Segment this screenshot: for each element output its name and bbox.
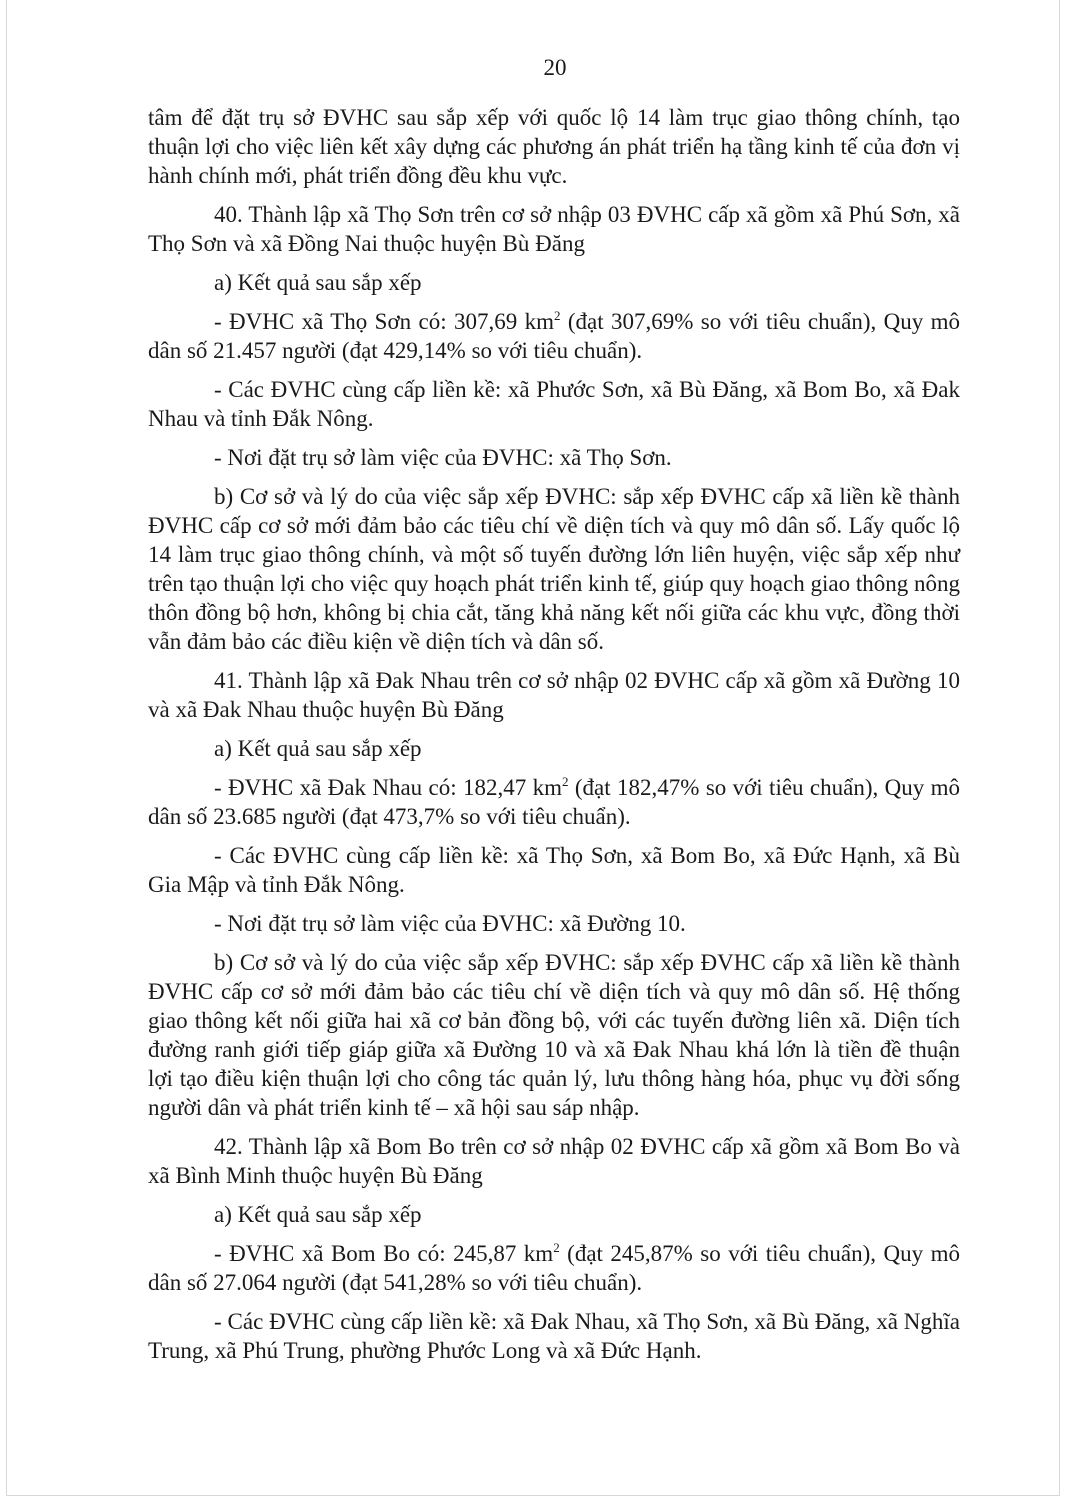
area-text-before: - ĐVHC xã Bom Bo có: 245,87 km (214, 1241, 554, 1266)
area-text-after: (đạt 307,69% so với tiêu chuẩn), Quy mô dân số 21.457 người (đạt 429,14% so với tiêu chuẩn). (148, 309, 960, 363)
office-location-40: - Nơi đặt trụ sở làm việc của ĐVHC: xã Thọ Sơn. (214, 445, 672, 470)
area-text-before: - ĐVHC xã Đak Nhau có: 182,47 km (214, 775, 563, 800)
section-heading-40: 40. Thành lập xã Thọ Sơn trên cơ sở nhập 03 ĐVHC cấp xã gồm xã Phú Sơn, xã Thọ Sơn và xã Đồng Nai thuộc huyện Bù Đăng (148, 202, 960, 256)
area-text-before: - ĐVHC xã Thọ Sơn có: 307,69 km (214, 309, 554, 334)
office-location-41: - Nơi đặt trụ sở làm việc của ĐVHC: xã Đường 10. (214, 911, 686, 936)
section-heading-41: 41. Thành lập xã Đak Nhau trên cơ sở nhập 02 ĐVHC cấp xã gồm xã Đường 10 và xã Đak Nhau thuộc huyện Bù Đăng (148, 668, 960, 722)
area-text-after: (đạt 182,47% so với tiêu chuẩn), Quy mô dân số 23.685 người (đạt 473,7% so với tiêu chuẩn). (148, 775, 960, 829)
adjacent-units-40: - Các ĐVHC cùng cấp liền kề: xã Phước Sơn, xã Bù Đăng, xã Bom Bo, xã Đak Nhau và tỉnh Đắk Nông. (148, 377, 960, 431)
area-population-40 (148, 307, 960, 365)
adjacent-units-41: - Các ĐVHC cùng cấp liền kề: xã Thọ Sơn, xã Bom Bo, xã Đức Hạnh, xã Bù Gia Mập và tỉnh Đắk Nông. (148, 843, 960, 897)
rationale-40: b) Cơ sở và lý do của việc sắp xếp ĐVHC: sắp xếp ĐVHC cấp xã liền kề thành ĐVHC cấp cơ sở mới đảm bảo các tiêu chí về diện tích và quy mô dân số. Lấy quốc lộ 14 làm trục giao thông chính, và một số tuyến đường lớn liên huyện, việc sắp xếp như trên tạo thuận lợi cho việc quy hoạch phát triển kinh tế, giúp quy hoạch giao thông nông thôn đồng bộ hơn, không bị chia cắt, tăng khả năng kết nối giữa các khu vực, đồng thời vẫn đảm bảo các điều kiện về diện tích và dân số. (148, 484, 960, 654)
rationale-41: b) Cơ sở và lý do của việc sắp xếp ĐVHC: sắp xếp ĐVHC cấp xã liền kề thành ĐVHC cấp cơ sở mới đảm bảo các tiêu chí về diện tích và quy mô dân số. Hệ thống giao thông kết nối giữa hai xã cơ bản đồng bộ, với các tuyến đường liên xã. Diện tích đường ranh giới tiếp giáp giữa xã Đường 10 và xã Đak Nhau khá lớn là tiền đề thuận lợi tạo điều kiện thuận lợi cho công tác quản lý, lưu thông hàng hóa, phục vụ đời sống người dân và phát triển kinh tế – xã hội sau sáp nhập. (148, 950, 960, 1120)
superscript: 2 (554, 308, 561, 323)
area-text-after: (đạt 245,87% so với tiêu chuẩn), Quy mô dân số 27.064 người (đạt 541,28% so với tiêu chuẩn). (148, 1241, 960, 1295)
subheading-result-42: a) Kết quả sau sắp xếp (214, 1202, 422, 1227)
adjacent-units-42: - Các ĐVHC cùng cấp liền kề: xã Đak Nhau, xã Thọ Sơn, xã Bù Đăng, xã Nghĩa Trung, xã Phú Trung, phường Phước Long và xã Đức Hạnh. (148, 1309, 960, 1363)
superscript: 2 (553, 1240, 560, 1255)
document-body (148, 103, 960, 1375)
area-population-41 (148, 773, 960, 831)
paragraph-continuation: tâm để đặt trụ sở ĐVHC sau sắp xếp với quốc lộ 14 làm trục giao thông chính, tạo thuận lợi cho việc liên kết xây dựng các phương án phát triển hạ tầng kinh tế của đơn vị hành chính mới, phát triển đồng đều khu vực. (148, 105, 960, 188)
area-population-42 (148, 1239, 960, 1297)
superscript: 2 (562, 774, 569, 789)
subheading-result-40: a) Kết quả sau sắp xếp (214, 270, 422, 295)
page-number: 20 (543, 55, 567, 80)
subheading-result-41: a) Kết quả sau sắp xếp (214, 736, 422, 761)
section-heading-42: 42. Thành lập xã Bom Bo trên cơ sở nhập 02 ĐVHC cấp xã gồm xã Bom Bo và xã Bình Minh thuộc huyện Bù Đăng (148, 1134, 960, 1188)
